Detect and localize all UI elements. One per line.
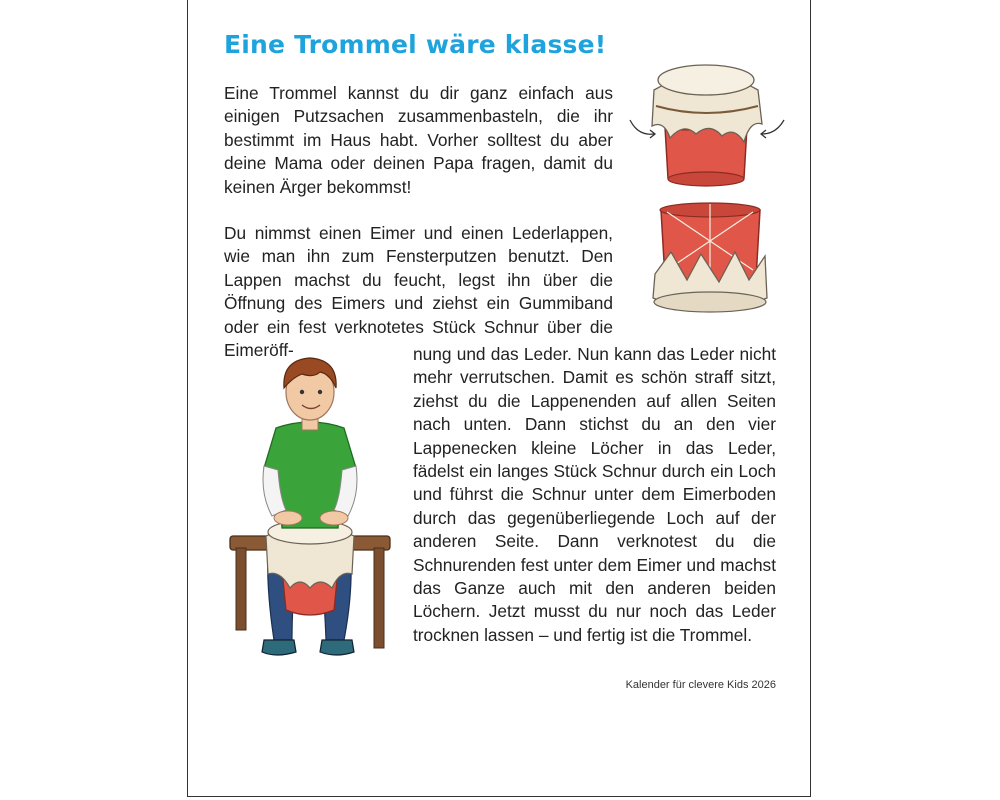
page-title: Eine Trommel wäre klasse!: [224, 30, 607, 59]
footer-credit: Kalender für clevere Kids 2026: [625, 679, 776, 691]
calendar-page: [187, 0, 811, 797]
drum-step1-illustration: [626, 50, 786, 195]
intro-paragraph: Eine Trommel kannst du dir ganz einfach aus einigen Putzsachen zusammenbasteln, die ihr bestimmt im Haus habt. Vorher solltest du aber deine Mama oder deinen Papa fragen, damit du keinen Ärger bekommst!: [224, 83, 613, 197]
instructions-paragraph-continued: nung und das Leder. Nun kann das Leder nicht mehr verrutschen. Damit es schön straff sitzt, ziehst du die Lappenenden auf allen Seiten nach unten. Dann stichst du an den vier Lappenecken kleine Löcher in das Leder, fädelst ein langes Stück Schnur durch ein Loch und führst die Schnur unter dem Eimerboden durch das gegenüberliegende Loch auf der anderen Seite. Dann verknotest du die Schnurenden fest unter dem Eimer und machst das Ganze auch mit den anderen beiden Löchern. Jetzt musst du nur noch das Leder trocknen lassen – und fertig ist die Trommel.: [413, 344, 776, 645]
instructions-paragraph-start: Du nimmst einen Eimer und einen Lederlappen, wie man ihn zum Fensterputzen benutzt. Den Lappen machst du feucht, legst ihn über die Öffnung des Eimers und ziehst ein Gummiband oder ein fest verknotetes Stück Schnur über die Eimeröff-: [224, 223, 613, 361]
boy-drumming-illustration: [226, 348, 394, 670]
drum-step2-illustration: [643, 198, 778, 323]
